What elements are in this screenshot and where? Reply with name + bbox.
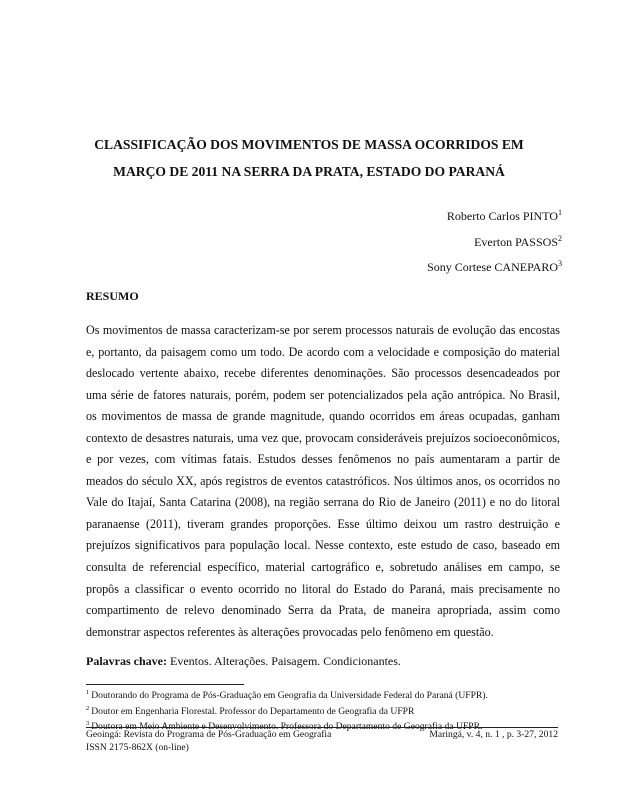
footnote-mark: 3	[86, 720, 90, 728]
footnote	[86, 687, 488, 703]
footnote-text: Doutor em Engenharia Florestal. Professor do Departamento de Geografia da UFPR	[91, 705, 415, 717]
abstract-line: e, portanto, da paisagem como um todo. De acordo com a velocidade e composição do material	[86, 344, 560, 359]
abstract-line: prejuízos significativos para população local. Nesse contexto, este estudo de caso, baseado em	[86, 538, 560, 553]
journal-info	[86, 729, 331, 754]
footnote-text: Doutora em Meio Ambiente e Desenvolvimento. Professora do Departamento de Geografia da UFPR.	[91, 721, 483, 733]
journal-name: Geoingá: Revista do Programa de Pós-Graduação em Geografia	[86, 729, 332, 740]
abstract-line: contexto de desastres naturais, uma vez que, provocam consideráveis prejuízos socioeconômicos,	[86, 430, 560, 445]
author	[427, 228, 562, 254]
abstract-line: demonstrar aspectos referentes às alterações provocadas pelo fenômeno em questão.	[86, 624, 494, 639]
footnote-text: Doutorando do Programa de Pós-Graduação em Geografia da Universidade Federal do Paraná (UFPR).	[91, 690, 488, 701]
abstract-line: Os movimentos de massa caracterizam-se por serem processos naturais de evolução das encostas	[86, 323, 560, 337]
keywords	[86, 654, 401, 669]
author-name: Everton PASSOS	[474, 234, 558, 249]
footnote	[86, 703, 488, 719]
abstract-line: e por vezes, com vítimas fatais. Estudos desses fenômenos no país aumentaram a partir de	[86, 452, 560, 467]
author-name: Sony Cortese CANEPARO	[427, 260, 558, 274]
footnote-divider	[86, 684, 244, 685]
abstract-line: consulta de referencial específico, material cartográfico e, sobretudo análises em campo, se	[86, 560, 560, 575]
keywords-text: Eventos. Alterações. Paisagem. Condicionantes.	[166, 654, 401, 668]
abstract-line: propôs a classificar o evento ocorrido no litoral do Estado do Paraná, mais precisamente no	[86, 581, 560, 596]
journal-issn: ISSN 2175-862X (on-line)	[86, 741, 189, 753]
abstract-body	[86, 320, 560, 643]
abstract-line: os movimentos de massa de grande magnitude, quando ocorridos em áreas ocupadas, ganham	[86, 409, 560, 424]
abstract-line: deslocado vertente abaixo, recebe diferentes denominações. São processos desencadeados por	[86, 366, 560, 381]
footer-divider	[86, 727, 558, 728]
abstract-line: compartimento de relevo denominado Serra da Prata, de maneira apropriada, assim como	[86, 603, 560, 618]
keywords-label: Palavras chave:	[86, 654, 167, 668]
author	[427, 202, 562, 228]
footnote-mark: 1	[86, 689, 90, 696]
author-list	[427, 202, 562, 279]
paper-title	[60, 131, 558, 185]
footnote-mark: 2	[86, 704, 90, 712]
author-footnote-mark: 1	[558, 208, 562, 217]
author-footnote-mark: 3	[558, 259, 562, 268]
title-line: MARÇO DE 2011 NA SERRA DA PRATA, ESTADO DO PARANÁ	[113, 164, 505, 179]
abstract-line: paranaense (2011), tiveram grandes proporções. Esse último deixou um rastro destruição e	[86, 516, 560, 531]
abstract-line: uma série de fatores naturais, porém, podem ser potencializados pela ação antrópica. No Brasil,	[86, 387, 560, 402]
author-name: Roberto Carlos PINTO	[446, 209, 558, 223]
abstract-line: Vale do Itajaí, Santa Catarina (2008), na região serrana do Rio de Janeiro (2011) e no do litoral	[86, 495, 560, 510]
title-line: CLASSIFICAÇÃO DOS MOVIMENTOS DE MASSA OCORRIDOS EM	[94, 137, 524, 152]
abstract-line: meados do século XX, após registros de eventos catastróficos. Nos últimos anos, os ocorridos no	[86, 473, 560, 488]
author	[427, 253, 562, 279]
journal-volume: Maringá, v. 4, n. 1 , p. 3-27, 2012	[429, 729, 558, 740]
author-footnote-mark: 2	[558, 233, 562, 243]
abstract-heading: RESUMO	[86, 289, 139, 303]
